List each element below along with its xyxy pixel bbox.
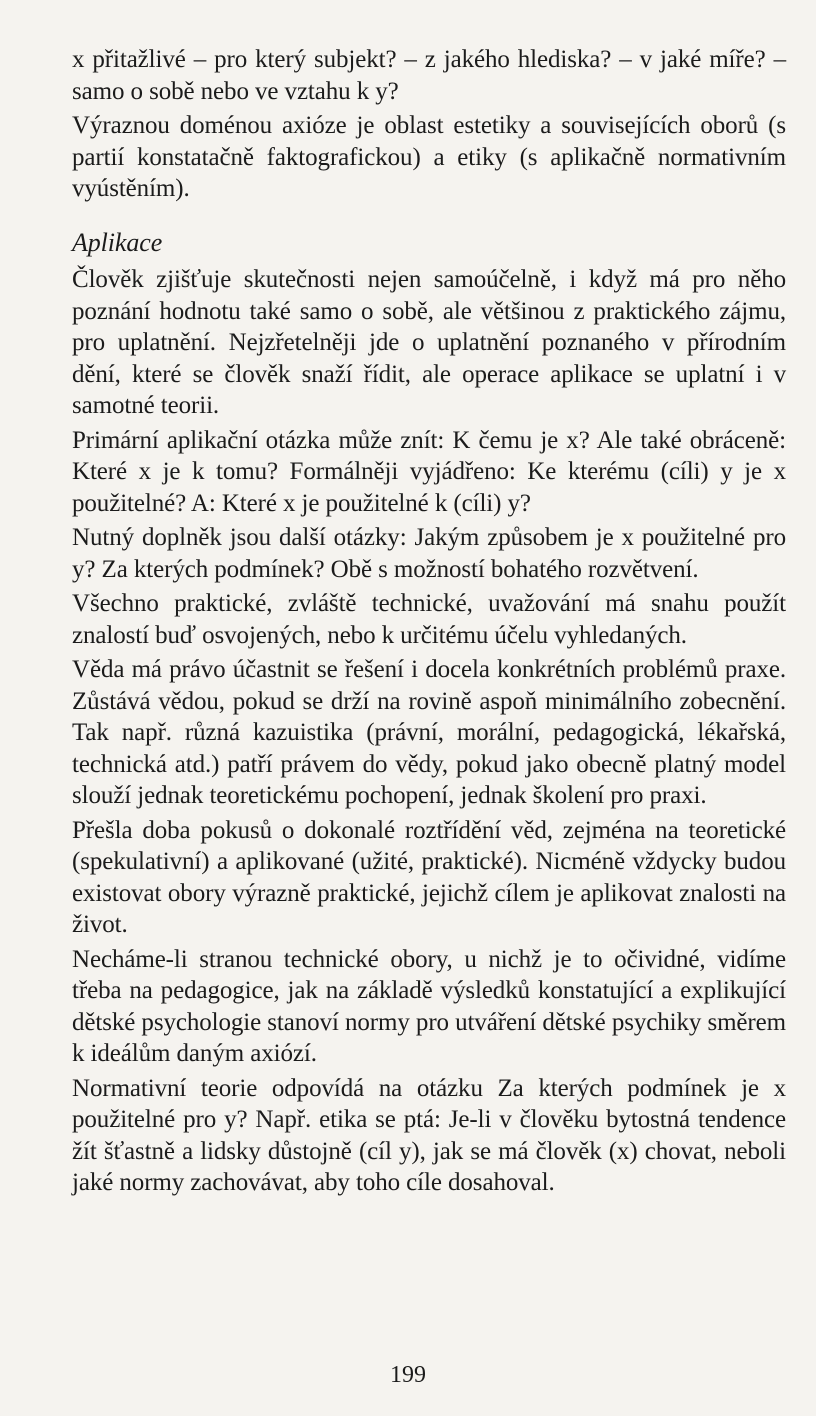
section-heading: Aplikace [72,227,163,257]
paragraph-3: Nutný doplněk jsou další otázky: Jakým způsobem je x použitelné pro y? Za kterých podmínek? Obě s možností bohatého rozvětvení. [72,524,786,583]
paragraph-1: Člověk zjišťuje skutečnosti nejen samoúčelně, i když má pro něho poznání hodnotu také samo o sobě, ale většinou z praktického zájmu, pro uplatnění. Nejzřetelněji jde o uplatnění poznaného v přírodním dění, které se člověk snaží řídit, ale operace aplikace se uplatní i v samotné teorii. [72,266,786,419]
page-body [72,44,786,1202]
paragraph-5: Věda má právo účastnit se řešení i docela konkrétních problémů praxe. Zůstává vědou, pokud se drží na rovině aspoň minimálního zobecnění. Tak např. různá kazuistika (právní, morální, pedagogická, lékařská, technická atd.) patří právem do vědy, pokud jako obecně platný model slouží jednak teoretickému pochopení, jednak školení pro praxi. [72,656,786,809]
paragraph-4: Všechno praktické, zvláště technické, uvažování má snahu použít znalostí buď osvojených, nebo k určitému účelu vyhledaných. [72,590,786,649]
paragraph-8: Normativní teorie odpovídá na otázku Za kterých podmínek je x použitelné pro y? Např. etika se ptá: Je-li v člověku bytostná tendence žít šťastně a lidsky důstojně (cíl y), jak se má člověk (x) chovat, neboli jaké normy zachovávat, aby toho cíle dosahoval. [72,1074,786,1196]
paragraph-6: Přešla doba pokusů o dokonalé roztřídění věd, zejména na teoretické (spekulativní) a aplikované (užité, praktické). Nicméně vždycky budou existovat obory výrazně praktické, jejichž cílem je aplikovat znalosti na život. [72,816,786,938]
paragraph-top-2: Výraznou doménou axiózе je oblast estetiky a souvisejících oborů (s partií konstatačně faktografickou) a etiky (s aplikačně normativním vyústěním). [72,112,786,202]
paragraph-top-1: x přitažlivé – pro který subjekt? – z jakého hlediska? – v jaké míře? – samo o sobě nebo ve vztahu k y? [72,46,786,105]
page-number: 199 [390,1362,426,1388]
paragraph-7: Necháme-li stranou technické obory, u nichž je to očividné, vidíme třeba na pedagogice, jak na základě výsledků konstatující a explikující dětské psychologie stanoví normy pro utváření dětské psychiky směrem k ideálům daným axiózí. [72,945,786,1067]
paragraph-2: Primární aplikační otázka může znít: K čemu je x? Ale také obráceně: Které x je k tomu? Formálněji vyjádřeno: Ke kterému (cíli) y je x použitelné? A: Které x je použitelné k (cíli) y? [72,426,786,517]
